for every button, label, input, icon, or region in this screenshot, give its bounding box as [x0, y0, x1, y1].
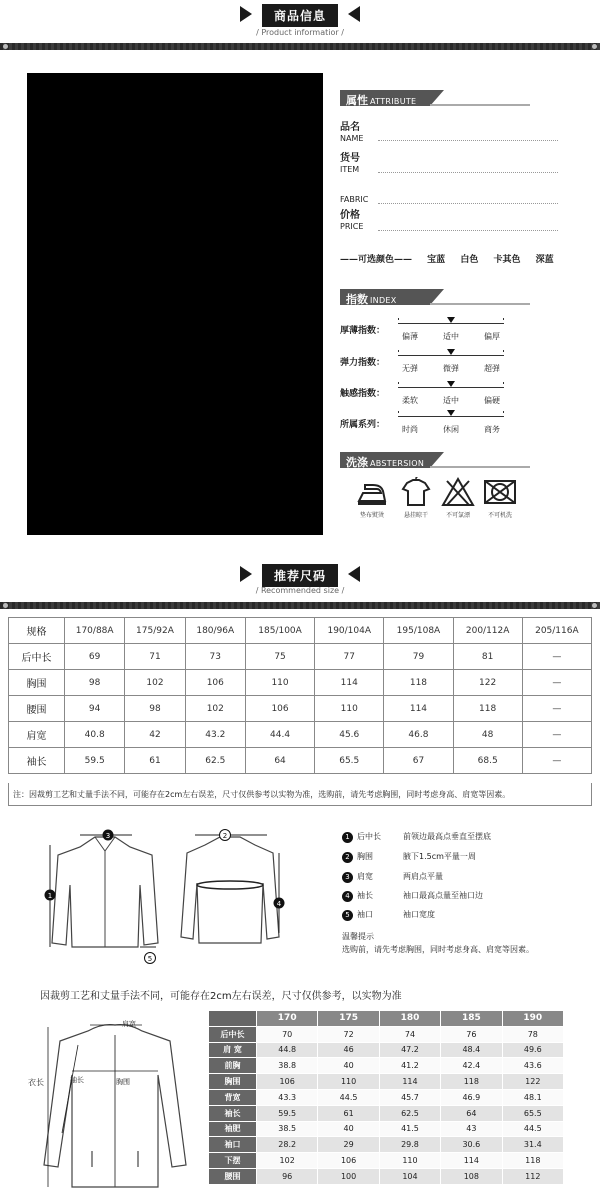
- table-header-row: [209, 1011, 564, 1027]
- attr-fabric-dots: [378, 203, 558, 204]
- index-tab-en: INDEX: [370, 296, 397, 305]
- attr-name-dots: [378, 140, 558, 141]
- table-cell: 64: [441, 1105, 502, 1121]
- attr-price-dots: [378, 230, 558, 231]
- size-section-title: 推荐尺码: [262, 564, 338, 587]
- table-row: [9, 696, 592, 722]
- table-cell: 118: [441, 1074, 502, 1090]
- jacket-outline-icon: [30, 1015, 200, 1195]
- table-cell: 122: [502, 1074, 563, 1090]
- index-option: 时尚: [402, 425, 418, 434]
- table-cell: 114: [315, 670, 384, 696]
- legend-desc: 两肩点平量: [403, 872, 443, 881]
- index-option: 偏厚: [484, 332, 500, 341]
- table-cell: —: [522, 722, 591, 748]
- table-cell: 59.5: [65, 748, 125, 774]
- attr-item: [340, 153, 360, 175]
- table-cell: 106: [257, 1074, 318, 1090]
- table-row-label: 袖肥: [209, 1121, 257, 1137]
- legend-desc: 腋下1.5cm平量一周: [403, 852, 476, 861]
- table-cell: 110: [379, 1153, 440, 1169]
- table-row: [209, 1105, 564, 1121]
- table-row: [209, 1153, 564, 1169]
- attribute-tab-cn: 属性: [346, 94, 368, 107]
- size-section-subtitle: Recommended size: [260, 586, 340, 595]
- table-cell: 98: [65, 670, 125, 696]
- index-option: 微弹: [443, 364, 459, 373]
- table-header-cell: 205/116A: [522, 618, 591, 644]
- color-option[interactable]: 深蓝: [535, 255, 554, 265]
- diagram-label: 袖长: [70, 1076, 84, 1084]
- table-cell: 41.2: [379, 1058, 440, 1074]
- attr-price-cn: 价格: [340, 210, 360, 221]
- table-cell: 62.5: [379, 1105, 440, 1121]
- table-cell: 43: [441, 1121, 502, 1137]
- index-row-label: 所属系列：: [340, 420, 386, 430]
- color-option[interactable]: 宝蓝: [427, 255, 446, 265]
- table-cell: 38.5: [257, 1121, 318, 1137]
- attr-price-en: PRICE: [340, 222, 364, 231]
- table-cell: 48.1: [502, 1089, 563, 1105]
- table-cell: 31.4: [502, 1137, 563, 1153]
- table-cell: 30.6: [441, 1137, 502, 1153]
- legend-desc: 袖口宽度: [403, 910, 435, 919]
- wash-label: 悬挂晾干: [403, 512, 428, 519]
- wash-item: [480, 477, 520, 519]
- table-row-label: 腰围: [209, 1168, 257, 1184]
- attr-name: [340, 122, 363, 144]
- color-options: [340, 252, 566, 265]
- table-row: [9, 722, 592, 748]
- table-cell: 106: [185, 670, 245, 696]
- legend-name: 后中长: [357, 832, 381, 841]
- attribute-tab-en: ATTRIBUTE: [370, 97, 417, 106]
- color-option[interactable]: 卡其色: [493, 255, 521, 265]
- table-row: [209, 1026, 564, 1042]
- diagram-label: 肩宽: [122, 1020, 136, 1028]
- svg-text:5: 5: [147, 955, 153, 963]
- table-cell: 46: [318, 1042, 379, 1058]
- table-header-cell: 190/104A: [315, 618, 384, 644]
- table-cell: 102: [257, 1153, 318, 1169]
- table-cell: 79: [384, 644, 453, 670]
- table-row: [9, 644, 592, 670]
- table-cell: 44.4: [245, 722, 314, 748]
- bottom-note: 因裁剪工艺和丈量手法不同，可能存在2cm左右误差，尺寸仅供参考，以实物为准: [40, 991, 402, 1002]
- svg-text:2: 2: [222, 832, 228, 840]
- table-cell: 110: [245, 670, 314, 696]
- table-cell: 62.5: [185, 748, 245, 774]
- wash-label: 垫布熨烫: [359, 512, 384, 519]
- index-option: 偏薄: [402, 332, 418, 341]
- index-marker: [447, 317, 455, 323]
- table-cell: 47.2: [379, 1042, 440, 1058]
- table-header-cell: 190: [502, 1011, 563, 1027]
- table-cell: 114: [441, 1153, 502, 1169]
- table-cell: 73: [185, 644, 245, 670]
- attr-name-en: NAME: [340, 134, 364, 143]
- table-cell: 110: [318, 1074, 379, 1090]
- table-cell: —: [522, 670, 591, 696]
- shirt-back-diagram: [175, 825, 290, 955]
- table-cell: 46.9: [441, 1089, 502, 1105]
- divider-bar: [0, 602, 600, 609]
- attr-name-cn: 品名: [340, 122, 360, 133]
- table-cell: 48: [453, 722, 522, 748]
- table-cell: 43.2: [185, 722, 245, 748]
- index-marker: [447, 349, 455, 355]
- table-cell: 46.8: [384, 722, 453, 748]
- divider-bar: [0, 43, 600, 50]
- table-cell: 102: [185, 696, 245, 722]
- table-cell: 74: [379, 1026, 440, 1042]
- table-cell: 98: [125, 696, 185, 722]
- table-cell: 102: [125, 670, 185, 696]
- table-row-label: 肩宽: [9, 722, 65, 748]
- table-header-cell: 175/92A: [125, 618, 185, 644]
- index-marker: [447, 410, 455, 416]
- attr-item-dots: [378, 172, 558, 173]
- table-header-cell: 170/88A: [65, 618, 125, 644]
- table-cell: 81: [453, 644, 522, 670]
- table-row-label: 胸围: [9, 670, 65, 696]
- table-cell: 78: [502, 1026, 563, 1042]
- table-cell: 44.5: [318, 1089, 379, 1105]
- table-cell: 28.2: [257, 1137, 318, 1153]
- table-cell: —: [522, 696, 591, 722]
- table-row: [9, 670, 592, 696]
- table-cell: 100: [318, 1168, 379, 1184]
- table-cell: 104: [379, 1168, 440, 1184]
- attr-fabric: [340, 194, 368, 205]
- table-cell: 40.8: [65, 722, 125, 748]
- index-row-label: 弹力指数：: [340, 358, 386, 368]
- table-cell: 112: [502, 1168, 563, 1184]
- table-cell: 64: [245, 748, 314, 774]
- index-marker: [447, 381, 455, 387]
- legend-name: 袖口: [357, 910, 373, 919]
- wash-item: [438, 477, 478, 519]
- table-row: [209, 1074, 564, 1090]
- table-cell: 59.5: [257, 1105, 318, 1121]
- legend-name: 肩宽: [357, 872, 373, 881]
- legend-name: 胸围: [357, 852, 373, 861]
- table-cell: 114: [384, 696, 453, 722]
- index-option: 偏硬: [484, 396, 500, 405]
- table-cell: 68.5: [453, 748, 522, 774]
- product-info-header: 商品信息 / Product informatior /: [0, 0, 600, 52]
- svg-text:1: 1: [47, 892, 53, 900]
- shirt-front-diagram: [40, 825, 170, 965]
- table-header-cell: 规格: [9, 618, 65, 644]
- table-cell: 42: [125, 722, 185, 748]
- table-row-label: 后中长: [9, 644, 65, 670]
- table-cell: 70: [257, 1026, 318, 1042]
- legend-num: 2: [342, 852, 353, 863]
- table-row: [209, 1168, 564, 1184]
- legend-num: 3: [342, 872, 353, 883]
- index-tab-cn: 指数: [346, 293, 368, 306]
- table-cell: —: [522, 644, 591, 670]
- table-cell: 44.8: [257, 1042, 318, 1058]
- size-section-header: 推荐尺码 / Recommended size /: [0, 560, 600, 612]
- table-header-row: [9, 618, 592, 644]
- size-note: 注：因裁剪工艺和丈量手法不同，可能存在2cm左右误差，尺寸仅供参考以实物为准，选购前，请先考虑胸围，同时考虑身高、肩宽等因素。: [8, 783, 592, 806]
- table-cell: 49.6: [502, 1042, 563, 1058]
- table-cell: 40: [318, 1121, 379, 1137]
- bottom-size-table: [208, 1010, 564, 1185]
- table-row: [209, 1137, 564, 1153]
- table-cell: 71: [125, 644, 185, 670]
- no-machine-wash-icon: [482, 477, 518, 507]
- legend-num: 4: [342, 891, 353, 902]
- table-cell: 110: [315, 696, 384, 722]
- table-cell: 61: [318, 1105, 379, 1121]
- table-cell: 43.3: [257, 1089, 318, 1105]
- product-info-subtitle: Product informatior: [261, 28, 339, 37]
- table-cell: 77: [315, 644, 384, 670]
- table-cell: 94: [65, 696, 125, 722]
- attr-price: [340, 210, 363, 232]
- table-cell: 48.4: [441, 1042, 502, 1058]
- table-row-label: 袖长: [9, 748, 65, 774]
- table-cell: 65.5: [502, 1105, 563, 1121]
- table-cell: 29.8: [379, 1137, 440, 1153]
- table-cell: 118: [502, 1153, 563, 1169]
- table-row: [209, 1089, 564, 1105]
- table-row-label: 肩 宽: [209, 1042, 257, 1058]
- table-cell: 65.5: [315, 748, 384, 774]
- table-cell: 106: [245, 696, 314, 722]
- wash-tab-cn: 洗涤: [346, 456, 368, 469]
- table-cell: 38.8: [257, 1058, 318, 1074]
- attr-item-cn: 货号: [340, 153, 360, 164]
- svg-text:4: 4: [276, 900, 282, 908]
- table-header-cell: 185/100A: [245, 618, 314, 644]
- table-cell: 118: [453, 696, 522, 722]
- table-header-cell: 175: [318, 1011, 379, 1027]
- table-row-label: 下摆: [209, 1153, 257, 1169]
- product-photo: [27, 73, 323, 535]
- table-header-cell: 185: [441, 1011, 502, 1027]
- index-row-label: 厚薄指数：: [340, 326, 386, 336]
- table-cell: 40: [318, 1058, 379, 1074]
- tip-title: 温馨提示: [342, 932, 374, 941]
- attr-fabric-en: FABRIC: [340, 195, 369, 204]
- table-cell: 61: [125, 748, 185, 774]
- table-row-label: 胸围: [209, 1074, 257, 1090]
- table-cell: 118: [384, 670, 453, 696]
- table-cell: 41.5: [379, 1121, 440, 1137]
- table-header-cell: 170: [257, 1011, 318, 1027]
- index-option: 适中: [443, 332, 459, 341]
- table-cell: 45.7: [379, 1089, 440, 1105]
- table-row-label: 袖口: [209, 1137, 257, 1153]
- diagram-label: 衣长: [28, 1078, 44, 1087]
- table-header-cell: 195/108A: [384, 618, 453, 644]
- table-cell: 67: [384, 748, 453, 774]
- table-row: [209, 1121, 564, 1137]
- index-option: 超弹: [484, 364, 500, 373]
- table-row-label: 后中长: [209, 1026, 257, 1042]
- colors-label: ——可选颜色——: [340, 255, 413, 265]
- table-row-label: 腰围: [9, 696, 65, 722]
- table-cell: 69: [65, 644, 125, 670]
- index-option: 柔软: [402, 396, 418, 405]
- table-row-label: 前胸: [209, 1058, 257, 1074]
- attr-item-en: ITEM: [340, 165, 360, 174]
- table-row: [9, 748, 592, 774]
- table-cell: 114: [379, 1074, 440, 1090]
- index-option: 商务: [484, 425, 500, 434]
- tip-text: 选购前，请先考虑胸围，同时考虑身高、肩宽等因素。: [342, 945, 534, 954]
- wash-item: [396, 477, 436, 519]
- table-cell: 108: [441, 1168, 502, 1184]
- size-table: [8, 617, 592, 774]
- index-option: 无弹: [402, 364, 418, 373]
- iron-icon: [355, 477, 389, 507]
- table-cell: —: [522, 748, 591, 774]
- table-cell: 72: [318, 1026, 379, 1042]
- legend-desc: 前领边最高点垂直至摆底: [403, 832, 491, 841]
- color-option[interactable]: 白色: [460, 255, 479, 265]
- table-header-cell: 200/112A: [453, 618, 522, 644]
- table-header-cell: 180: [379, 1011, 440, 1027]
- table-cell: 75: [245, 644, 314, 670]
- table-cell: 45.6: [315, 722, 384, 748]
- legend-num: 5: [342, 910, 353, 921]
- table-cell: 29: [318, 1137, 379, 1153]
- diagram-label: 胸围: [116, 1078, 130, 1086]
- table-row: [209, 1042, 564, 1058]
- table-cell: 44.5: [502, 1121, 563, 1137]
- no-bleach-icon: [441, 477, 475, 507]
- table-row-label: 袖长: [209, 1105, 257, 1121]
- index-row-label: 触感指数：: [340, 389, 386, 399]
- wash-item: [352, 477, 392, 519]
- table-cell: 122: [453, 670, 522, 696]
- table-cell: 43.6: [502, 1058, 563, 1074]
- wash-label: 不可机洗: [487, 512, 512, 519]
- wash-label: 不可氯漂: [445, 512, 470, 519]
- table-cell: 106: [318, 1153, 379, 1169]
- table-cell: 42.4: [441, 1058, 502, 1074]
- legend-desc: 袖口最高点量至袖口边: [403, 891, 483, 900]
- index-option: 休闲: [443, 425, 459, 434]
- table-cell: 76: [441, 1026, 502, 1042]
- table-cell: 96: [257, 1168, 318, 1184]
- wash-tab-en: ABSTERSION: [370, 459, 425, 468]
- svg-text:3: 3: [105, 832, 111, 840]
- jacket-diagram: [30, 1015, 200, 1195]
- index-option: 适中: [443, 396, 459, 405]
- table-row: [209, 1058, 564, 1074]
- legend-name: 袖长: [357, 891, 373, 900]
- legend-num: 1: [342, 832, 353, 843]
- hang-dry-icon: [399, 477, 433, 507]
- table-row-label: 背宽: [209, 1089, 257, 1105]
- product-info-title: 商品信息: [262, 4, 338, 27]
- table-header-cell: 180/96A: [185, 618, 245, 644]
